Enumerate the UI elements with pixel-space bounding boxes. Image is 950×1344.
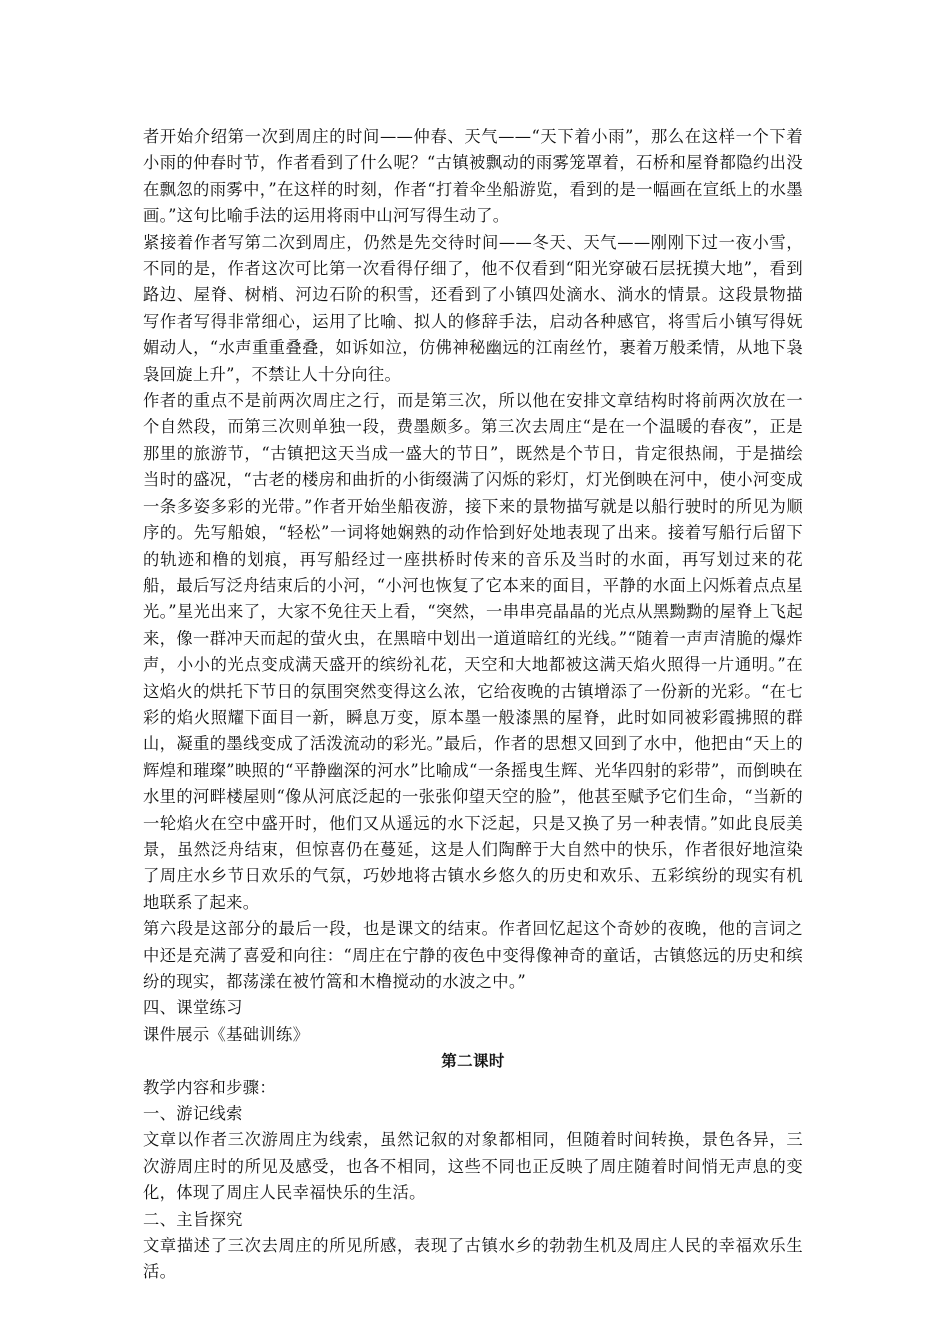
paragraph-first-visit: 者开始介绍第一次到周庄的时间——仲春、天气——“天下着小雨”，那么在这样一个下着小雨的仲春时节，作者看到了什么呢？“古镇被飘动的雨雾笼罩着，石桥和屋脊都隐约出没在飘忽的雨雾中，”在这样的时刻，作者“打着伞坐船游览，看到的是一幅画在宣纸上的水墨画。”这句比喻手法的运用将雨中山河写得生动了。 — [143, 127, 803, 226]
section-two-text: 文章描述了三次去周庄的所见所感，表现了古镇水乡的勃勃生机及周庄人民的幸福欢乐生活。 — [143, 1236, 803, 1282]
document-page — [143, 124, 803, 1286]
paragraph-third-visit: 作者的重点不是前两次周庄之行，而是第三次，所以他在安排文章结构时将前两次放在一个自然段，而第三次则单独一段，费墨颇多。第三次去周庄“是在一个温暖的春夜”，正是那里的旅游节，“古镇把这天当成一盛大的节日”，既然是个节日，肯定很热闹，于是描绘当时的盛况，“古老的楼房和曲折的小街缀满了闪烁的彩灯，灯光倒映在河中，使小河变成一条多姿多彩的光带。”作者开始坐船夜游，接下来的景物描写就是以船行驶时的所见为顺序的。先写船娘，“轻松”一词将她娴熟的动作恰到好处地表现了出来。接着写船行后留下的轨迹和橹的划痕，再写船经过一座拱桥时传来的音乐及当时的水面，再写划过来的花船，最后写泛舟结束后的小河，“小河也恢复了它本来的面目，平静的水面上闪烁着点点星光。”星光出来了，大家不免往天上看，“突然，一串串亮晶晶的光点从黑黝黝的屋脊上飞起来，像一群冲天而起的萤火虫，在黑暗中划出一道道暗红的光线。”“随着一声声清脆的爆炸声，小小的光点变成满天盛开的缤纷礼花，天空和大地都被这满天焰火照得一片通明。”在这焰火的烘托下节日的氛围突然变得这么浓，它给夜晚的古镇增添了一份新的光彩。“在七彩的焰火照耀下面目一新，瞬息万变，原本墨一般漆黑的屋脊，此时如同被彩霞拂照的群山，凝重的墨线变成了活泼流动的彩光。”最后，作者的思想又回到了水中，他把由“天上的辉煌和璀璨”映照的“平静幽深的河水”比喻成“一条摇曳生辉、光华四射的彩带”，而倒映在水里的河畔楼屋则“像从河底泛起的一张张仰望天空的脸”，他甚至赋予它们生命，“当新的一轮焰火在空中盛开时，他们又从遥远的水下泛起，只是又换了另一种表情。”如此良辰美景，虽然泛舟结束，但惊喜仍在蔓延，这是人们陶醉于大自然中的快乐，作者很好地渲染了周庄水乡节日欢乐的气氛，巧妙地将古镇水乡悠久的历史和欢乐、五彩缤纷的现实有机地联系了起来。 — [143, 391, 803, 912]
paragraph-sixth-section: 第六段是这部分的最后一段，也是课文的结束。作者回忆起这个奇妙的夜晚，他的言词之中还是充满了喜爱和向往：“周庄在宁静的夜色中变得像神奇的童话，古镇悠远的历史和缤纷的现实，都荡漾在被竹篙和木橹搅动的水波之中。” — [143, 919, 803, 991]
lesson-two-title: 第二课时 — [441, 1052, 505, 1071]
section-four-heading: 四、课堂练习 — [143, 998, 243, 1018]
section-one-heading: 一、游记线索 — [143, 1104, 243, 1124]
section-four-text: 课件展示《基础训练》 — [143, 1024, 310, 1044]
section-two-heading: 二、主旨探究 — [143, 1209, 243, 1229]
section-one-text: 文章以作者三次游周庄为线索，虽然记叙的对象都相同，但随着时间转换，景色各异，三次游周庄时的所见及感受，也各不相同，这些不同也正反映了周庄随着时间悄无声息的变化，体现了周庄人民幸福快乐的生活。 — [143, 1130, 803, 1203]
teaching-label: 教学内容和步骤： — [143, 1077, 277, 1097]
paragraph-second-visit: 紧接着作者写第二次到周庄，仍然是先交待时间——冬天、天气——刚刚下过一夜小雪，不同的是，作者这次可比第一次看得仔细了，他不仅看到“阳光穿破石层抚摸大地”，看到路边、屋脊、树梢、河边石阶的积雪，还看到了小镇四处滴水、淌水的情景。这段景物描写作者写得非常细心，运用了比喻、拟人的修辞手法，启动各种感官，将雪后小镇写得妩媚动人，“水声重重叠叠，如诉如泣，仿佛神秘幽远的江南丝竹，裹着万般柔情，从地下袅袅回旋上升”，不禁让人十分向往。 — [143, 232, 803, 384]
